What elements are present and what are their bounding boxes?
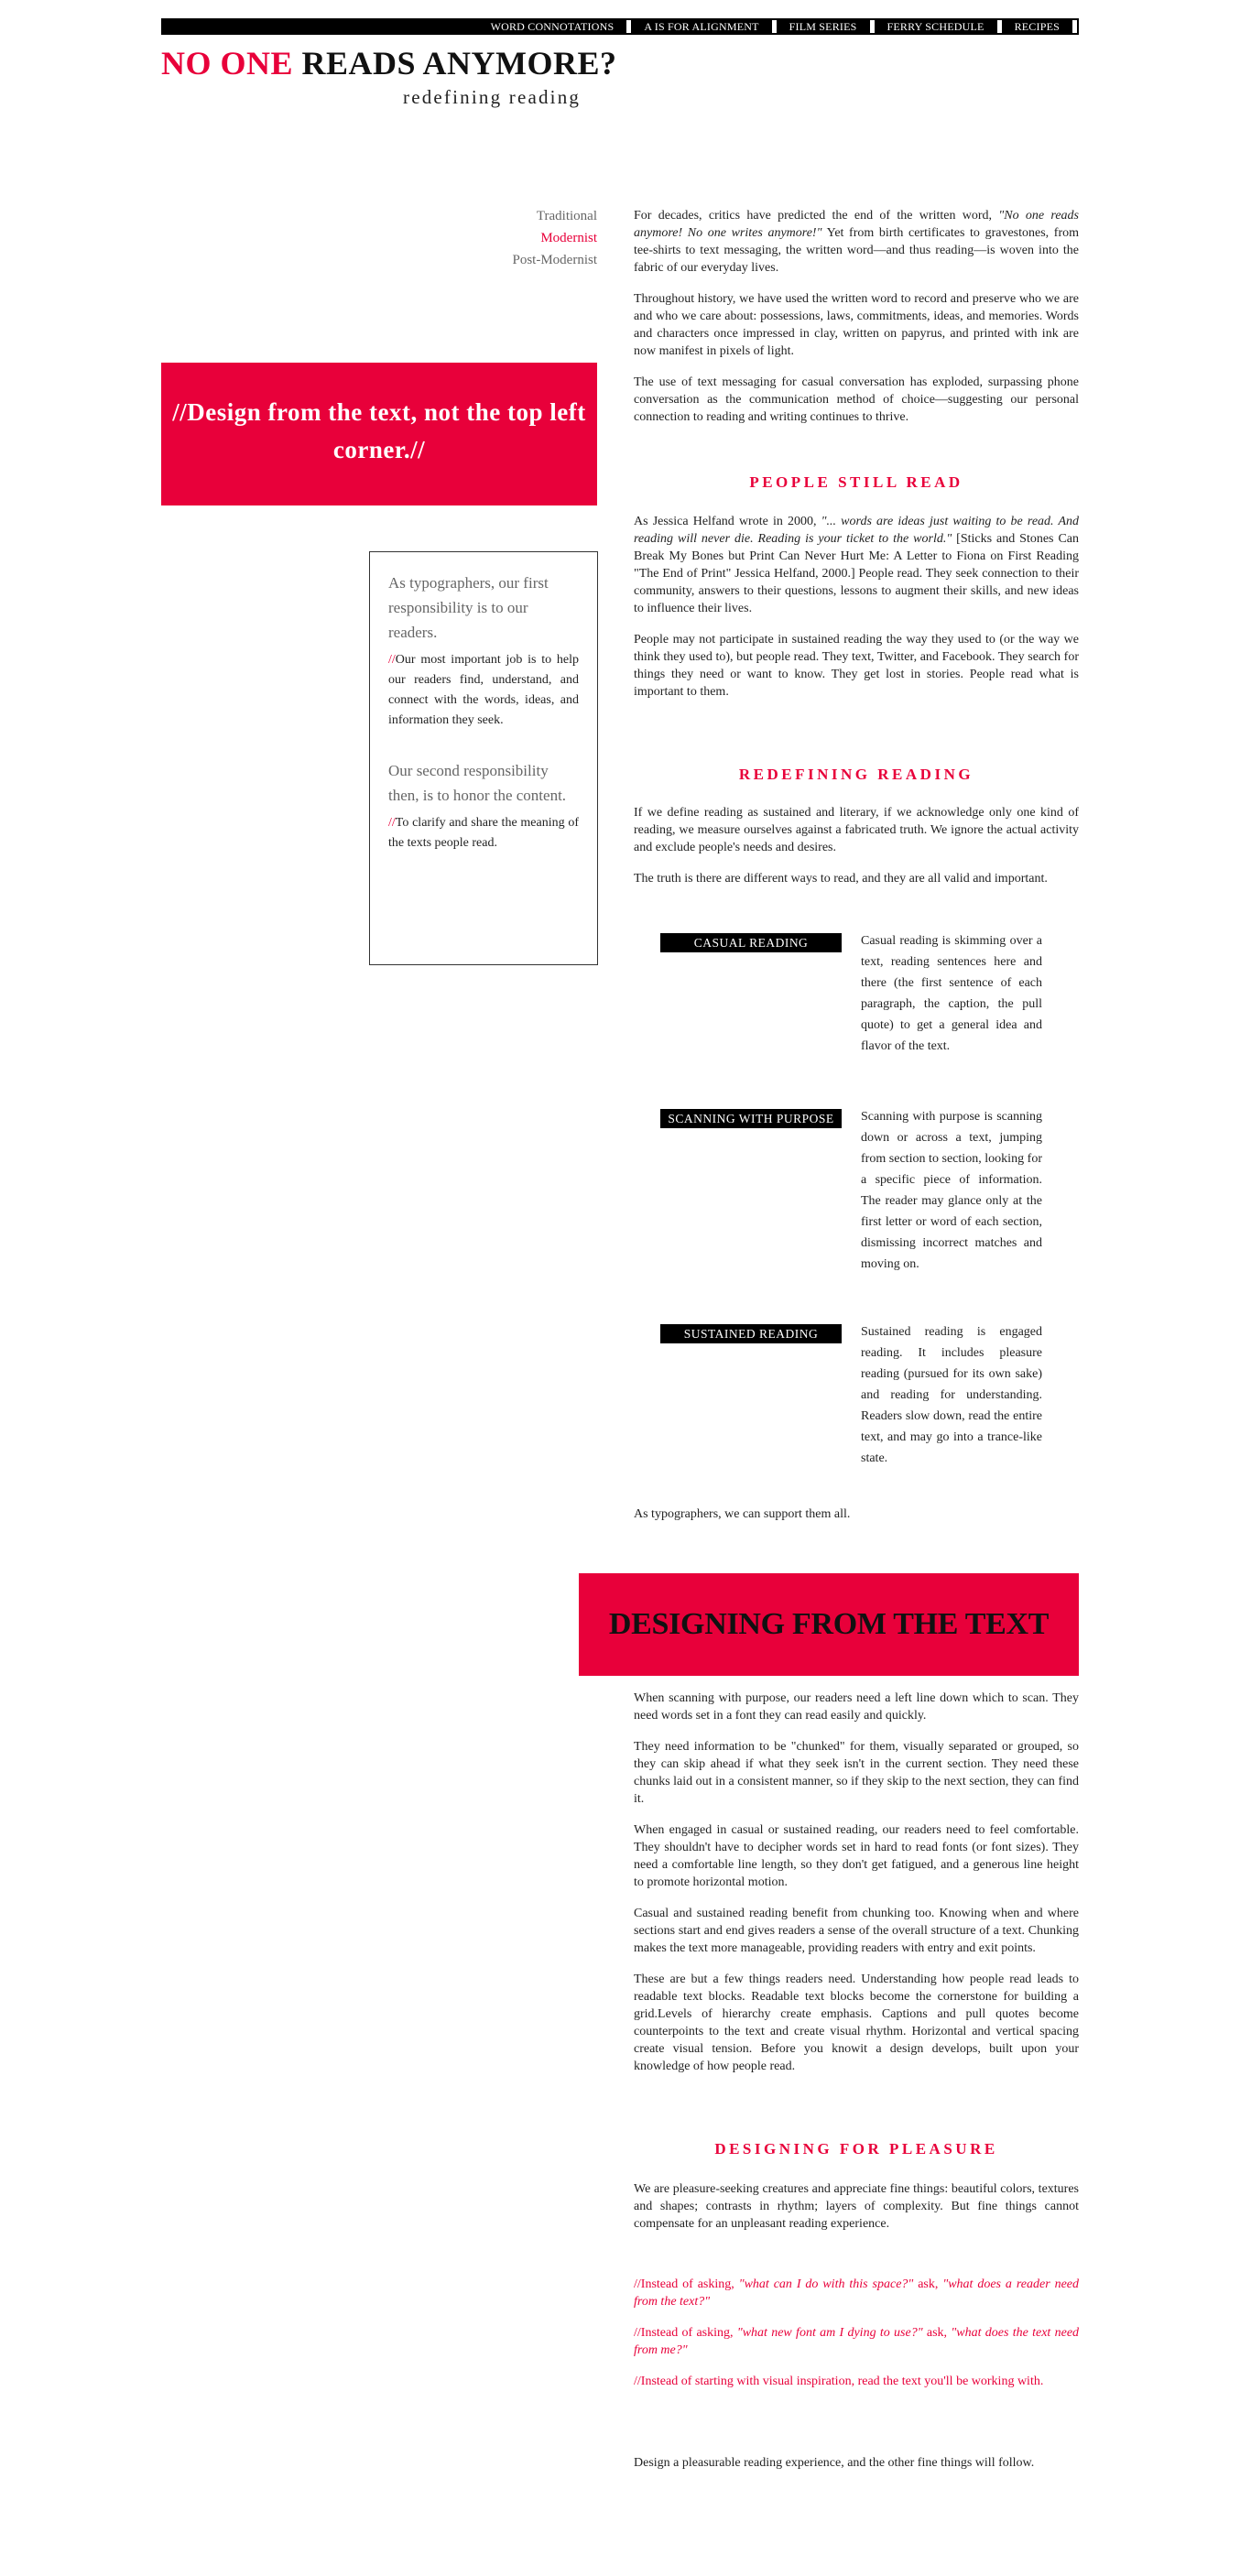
- style-menu-item-post-modernist[interactable]: Post-Modernist: [512, 253, 597, 267]
- redefining-reading-section: [634, 804, 1079, 901]
- pull-quote: //Design from the text, not the top left corner.//: [161, 363, 597, 505]
- psr-p1-quote: "... words are ideas just waiting to be read. And reading will never die. Reading is your ticket to the world.": [634, 515, 1079, 546]
- dfp-closing: Design a pleasurable reading experience, and the other fine things will follow.: [634, 2456, 1035, 2470]
- psr-p1-a: As Jessica Helfand wrote in 2000,: [634, 515, 817, 528]
- style-menu: [385, 205, 597, 271]
- dfp-questions: [634, 2276, 1079, 2404]
- nav-link-a-is-for-alignment[interactable]: A IS FOR ALIGNMENT: [644, 20, 759, 33]
- dfp-question-3: //Instead of starting with visual inspiration, read the text you'll be working with.: [634, 2375, 1044, 2388]
- sidebar-text-2-body: To clarify and share the meaning of the texts people read.: [388, 816, 579, 850]
- style-menu-item-modernist[interactable]: Modernist: [540, 231, 597, 245]
- dfp-q2-c: ask,: [926, 2326, 948, 2340]
- sidebar-text-1-body: Our most important job is to help our readers find, understand, and connect with the words, ideas, and information they seek.: [388, 653, 579, 727]
- dfp-q1-b: "what can I do with this space?": [738, 2277, 914, 2291]
- dft-paragraph-4: Casual and sustained reading benefit from chunking too. Knowing when and where sections start and end gives readers a sense of the overall structure of a text. Chunking makes the text more manageable, providing readers with entry and exit points.: [634, 1907, 1079, 1955]
- intro-paragraph-1: [634, 207, 1079, 277]
- banner-designing-from-the-text: DESIGNING FROM THE TEXT: [579, 1573, 1079, 1676]
- top-nav: [161, 18, 1079, 35]
- reading-type-desc-casual: Casual reading is skimming over a text, reading sentences here and there (the first sentence of each paragraph, the caption, the pull quote) to get a general idea and flavor of the text.: [861, 934, 1042, 1053]
- dfp-q1-c: ask,: [918, 2277, 939, 2291]
- dft-paragraph-1: When scanning with purpose, our readers need a left line down which to scan. They need words set in a font they can read easily and quickly.: [634, 1691, 1079, 1723]
- designing-from-text-section: [634, 1690, 1079, 2089]
- page-title-accent: NO ONE: [161, 45, 294, 82]
- dfp-q1-d: "what does a reader need from the text?": [634, 2277, 1079, 2309]
- nav-separator: [1072, 20, 1077, 33]
- intro-p1-quote: "No one reads anymore! No one writes anymore!": [634, 209, 1079, 240]
- nav-link-recipes[interactable]: RECIPES: [1014, 20, 1060, 33]
- sidebar-text-1: [388, 650, 579, 731]
- rr-paragraph-2: The truth is there are different ways to read, and they are all valid and important.: [634, 872, 1048, 886]
- sidebar-lead-1: As typographers, our first responsibility is to our readers.: [388, 574, 549, 641]
- sidebar-lead-2: Our second responsibility then, is to honor the content.: [388, 762, 567, 804]
- dfp-q2-a: //Instead of asking,: [634, 2326, 734, 2340]
- reading-type-label-casual: CASUAL READING: [660, 933, 842, 952]
- page-subtitle: redefining reading: [403, 86, 582, 108]
- dfp-question-1: [634, 2276, 1079, 2310]
- dfp-q2-b: "what new font am I dying to use?": [736, 2326, 923, 2340]
- reading-type-desc-scanning: Scanning with purpose is scanning down or across a text, jumping from section to section, looking for a specific piece of information. The reader may glance only at the first letter or word of each section, dismissing incorrect matches and moving on.: [861, 1110, 1042, 1271]
- intro-paragraph-2: Throughout history, we have used the written word to record and preserve who we are and who we care about: possessions, laws, commitments, ideas, and memories. Words and characters once impressed in clay, written on papyrus, and printed with ink are now manifest in pixels of light.: [634, 292, 1079, 358]
- sidebar-text-2: [388, 813, 579, 853]
- psr-paragraph-2: People may not participate in sustained reading the way they used to (or the way we think they used to), but people read. They text, Twitter, and Facebook. They search for things they need or want to know. They get lost in stories. People read what is important to them.: [634, 633, 1079, 699]
- rr-closing: As typographers, we can support them all.: [634, 1507, 851, 1521]
- reading-type-label-scanning: SCANNING WITH PURPOSE: [660, 1109, 842, 1128]
- heading-redefining-reading: REDEFINING READING: [738, 766, 974, 783]
- nav-link-word-connotations[interactable]: WORD CONNOTATIONS: [490, 20, 615, 33]
- nav-link-film-series[interactable]: FILM SERIES: [789, 20, 857, 33]
- intro-p1-b: Yet from birth certificates to gravestones, from tee-shirts to text messaging, the written word—and thus reading—is woven into the fabric of our everyday lives.: [634, 226, 1080, 275]
- dfp-paragraph-1: We are pleasure-seeking creatures and appreciate fine things: beautiful colors, textures and shapes; contrasts in rhythm; layers of complexity. But fine things cannot compensate for an unpleasant reading experience.: [634, 2182, 1079, 2231]
- heading-designing-for-pleasure: DESIGNING FOR PLEASURE: [714, 2140, 998, 2158]
- style-menu-item-traditional[interactable]: Traditional: [536, 209, 597, 223]
- rr-paragraph-1: If we define reading as sustained and literary, if we acknowledge only one kind of reading, we measure ourselves against a fabricated truth. We ignore the actual activity and exclude people's needs and desires.: [634, 806, 1079, 854]
- slash-marker: //: [388, 653, 396, 667]
- dft-paragraph-3: When engaged in casual or sustained reading, our readers need to feel comfortable. They shouldn't have to decipher words set in hard to read fonts (or font sizes). They need a comfortable line length, so they don't get fatigued, and a generous line height to promote horizontal motion.: [634, 1823, 1079, 1889]
- intro-paragraph-3: The use of text messaging for casual conversation has exploded, surpassing phone conversation as the communication method of choice—suggesting our personal connection to reading and writing continues to thrive.: [634, 375, 1079, 424]
- reading-type-desc-sustained: Sustained reading is engaged reading. It includes pleasure reading (pursued for its own sake) and reading for understanding. Readers slow down, read the entire text, and may go into a trance-like state.: [861, 1325, 1042, 1465]
- dfp-question-2: [634, 2324, 1079, 2359]
- sidebar-box: [369, 551, 598, 965]
- slash-marker: //: [388, 816, 396, 830]
- people-still-read-section: [634, 513, 1079, 714]
- dft-paragraph-5: These are but a few things readers need. Understanding how people read leads to readable text blocks. Readable text blocks become the cornerstone for building a grid.Levels of hierarchy create emphasis. Captions and pull quotes become counterpoints to the text and create visual rhythm. Horizontal and vertical spacing create visual tension. Before you knowit a design develops, built upon your knowledge of how people read.: [634, 1973, 1079, 2073]
- heading-people-still-read: PEOPLE STILL READ: [749, 473, 963, 491]
- nav-link-ferry-schedule[interactable]: FERRY SCHEDULE: [887, 20, 984, 33]
- psr-p1-b: [Sticks and Stones Can Break My Bones but Print Can Never Hurt Me: A Letter to Fiona on First Reading "The End of Print" Jessica Helfand, 2000.] People read. They seek connection to their community, answers to their questions, lessons to augment their skills, and new ideas to influence their lives.: [634, 532, 1080, 615]
- dfp-q1-a: //Instead of asking,: [634, 2277, 734, 2291]
- dft-paragraph-2: They need information to be "chunked" for them, visually separated or grouped, so they can skip ahead if what they seek isn't in the current section. They need these chunks laid out in a consistent manner, so if they skip to the next section, they can find it.: [634, 1740, 1079, 1806]
- reading-type-label-sustained: SUSTAINED READING: [660, 1324, 842, 1343]
- page-title-main: READS ANYMORE?: [301, 45, 617, 82]
- intro-p1-a: For decades, critics have predicted the end of the written word,: [634, 209, 993, 223]
- intro-section: [634, 207, 1079, 440]
- dfp-q2-d: "what does the text need from me?": [634, 2326, 1080, 2357]
- page-title: [161, 44, 617, 82]
- psr-paragraph-1: [634, 513, 1079, 617]
